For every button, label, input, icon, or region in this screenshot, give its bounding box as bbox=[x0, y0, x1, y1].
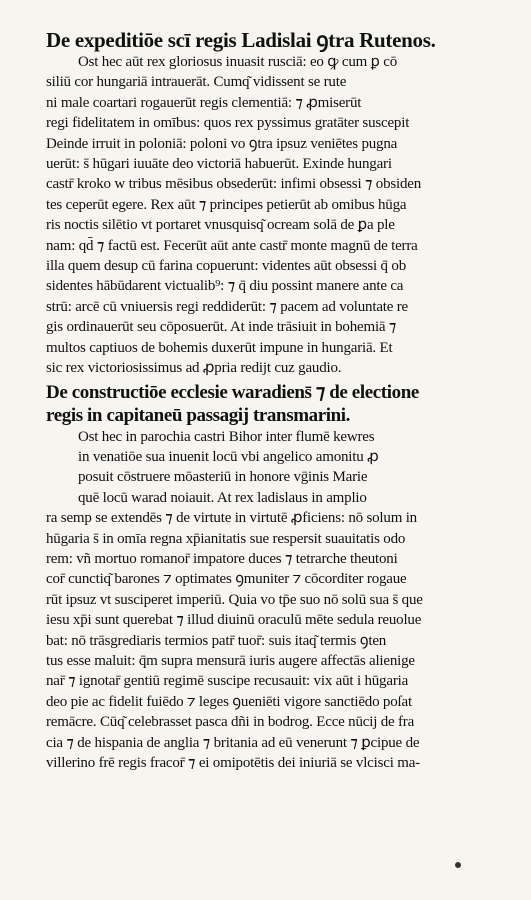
heading-line: De constructiōe ecclesie waradiens̄ ⁊ de electione bbox=[46, 381, 419, 403]
text-line: ni male coartari rogauerūt regis clementiā: ⁊ ꝓmiserūt bbox=[46, 94, 362, 111]
text-line: bat: nō trāsgrediaris termios patr̄ tuor̄: suis itaq͂ termis ꝯten bbox=[46, 632, 387, 649]
text-line: nar̄ ⁊ ignotar̄ gentiū regimē suscipe recusauit: vix aūt i hūgaria bbox=[46, 673, 409, 690]
section-heading bbox=[46, 381, 497, 427]
text-line: Deinde irruit in poloniā: poloni vo ꝯtra ipsuz veniētes pugna bbox=[46, 135, 398, 152]
text-line: villerino frē regis fracor̄ ⁊ ei omipotētis dei iniuriā se vlcisci ma- bbox=[46, 755, 420, 771]
text-line: rem: vñ mortuo romanor̄ impatore duces ⁊ tetrarche theutoni bbox=[46, 550, 398, 567]
text-line: sidentes hābūdarent victualib⁹: ⁊ q̄ diu possint manere ante ca bbox=[46, 278, 404, 295]
text-line: gis ordinauerūt seu cōposuerūt. At inde trāsiuit in bohemiā ⁊ bbox=[46, 319, 397, 336]
text-line: cor̄ cunctiq͂ barones ⁊ optimates ꝯmuniter ⁊ cōcorditer rogaue bbox=[46, 571, 407, 588]
text-line: multos captiuos de bohemis duxerūt impune in hungariā. Et bbox=[46, 339, 393, 356]
heading-line: regis in capitaneū passagij transmarini. bbox=[46, 404, 351, 426]
text-line: quē locū warad noiauit. At rex ladislaus in amplio bbox=[78, 489, 367, 506]
text-line: posuit cōstruere mōasteriū in honore vḡinis Marie bbox=[78, 469, 368, 486]
text-line: in venatiōe sua inuenit locū vbi angelico amonitu ꝓ bbox=[78, 448, 379, 465]
text-line: iesu xp̄i sunt querebat ⁊ illud diuinū oraculū mēte sedula reuolue bbox=[46, 612, 422, 629]
text-line: ra semp se extendēs ⁊ de virtute in virtutē ꝓficiens: nō solum in bbox=[46, 510, 417, 527]
text-line: siliū cor hungariā intrauerāt. Cumq͂ vidissent se rute bbox=[46, 74, 347, 91]
text-line: ris noctis silētio vt portaret vnusquisq͂ ocream solā de ꝑa ple bbox=[46, 217, 395, 234]
text-line: strū: arcē cū vniuersis regi reddiderūt: ⁊ pacem ad voluntate re bbox=[46, 298, 409, 315]
section-body bbox=[46, 427, 497, 774]
text-line: Ost hec in parochia castri Bihor inter flumē kewres bbox=[78, 428, 375, 445]
text-line: Ost hec aūt rex gloriosus inuasit rusciā: eo ꝙ cum ꝑ cō bbox=[78, 54, 397, 70]
text-line: hūgaria s̄ in omīa regna xp̄ianitatis sue respersit suauitatis odo bbox=[46, 530, 406, 547]
text-line: cia ⁊ de hispania de anglia ⁊ britania ad eū venerunt ⁊ ꝑcipue de bbox=[46, 734, 420, 751]
text-line: regi fidelitatem in omībus: quos rex pyssimus gratāter suscepit bbox=[46, 115, 410, 132]
text-line: sic rex victoriosissimus ad ꝓpria redijt cuz gaudio. bbox=[46, 360, 342, 377]
text-line: tes ceperūt egere. Rex aūt ⁊ principes petierūt ab omibus hūga bbox=[46, 196, 407, 213]
text-line: nam: qd̄ ⁊ factū est. Fecerūt aūt ante castr̄ monte magnū de terra bbox=[46, 237, 418, 254]
text-line: remācre. Cūq͂ celebrasset pasca dñi in bodrog. Ecce nūcij de fra bbox=[46, 714, 415, 731]
text-line: rūt ipsuz vt susciperet imperiū. Quia vo tp̄e suo nō solū sua s̄ que bbox=[46, 591, 423, 608]
section-body bbox=[46, 52, 497, 379]
ink-dot bbox=[455, 862, 461, 868]
text-line: castr̄ kroko w tribus mēsibus obsederūt: infimi obsessi ⁊ obsiden bbox=[46, 176, 422, 193]
section-heading: De expeditiōe scī regis Ladislai ꝯtra Rutenos. bbox=[46, 28, 436, 52]
text-line: deo pie ac fidelit fuiēdo ⁊ leges ꝯueniēti vigore sanctiēdo poſat bbox=[46, 693, 412, 710]
text-line: tus esse maluit: q̄m supra mensurā iuris augere affectās alienige bbox=[46, 652, 415, 669]
text-line: illa quem desup cū farina copuerunt: videntes aūt obsessi q̄ ob bbox=[46, 258, 407, 275]
text-line: uerūt: s̄ hūgari iuuāte deo victoriā habuerūt. Exinde hungari bbox=[46, 156, 392, 173]
